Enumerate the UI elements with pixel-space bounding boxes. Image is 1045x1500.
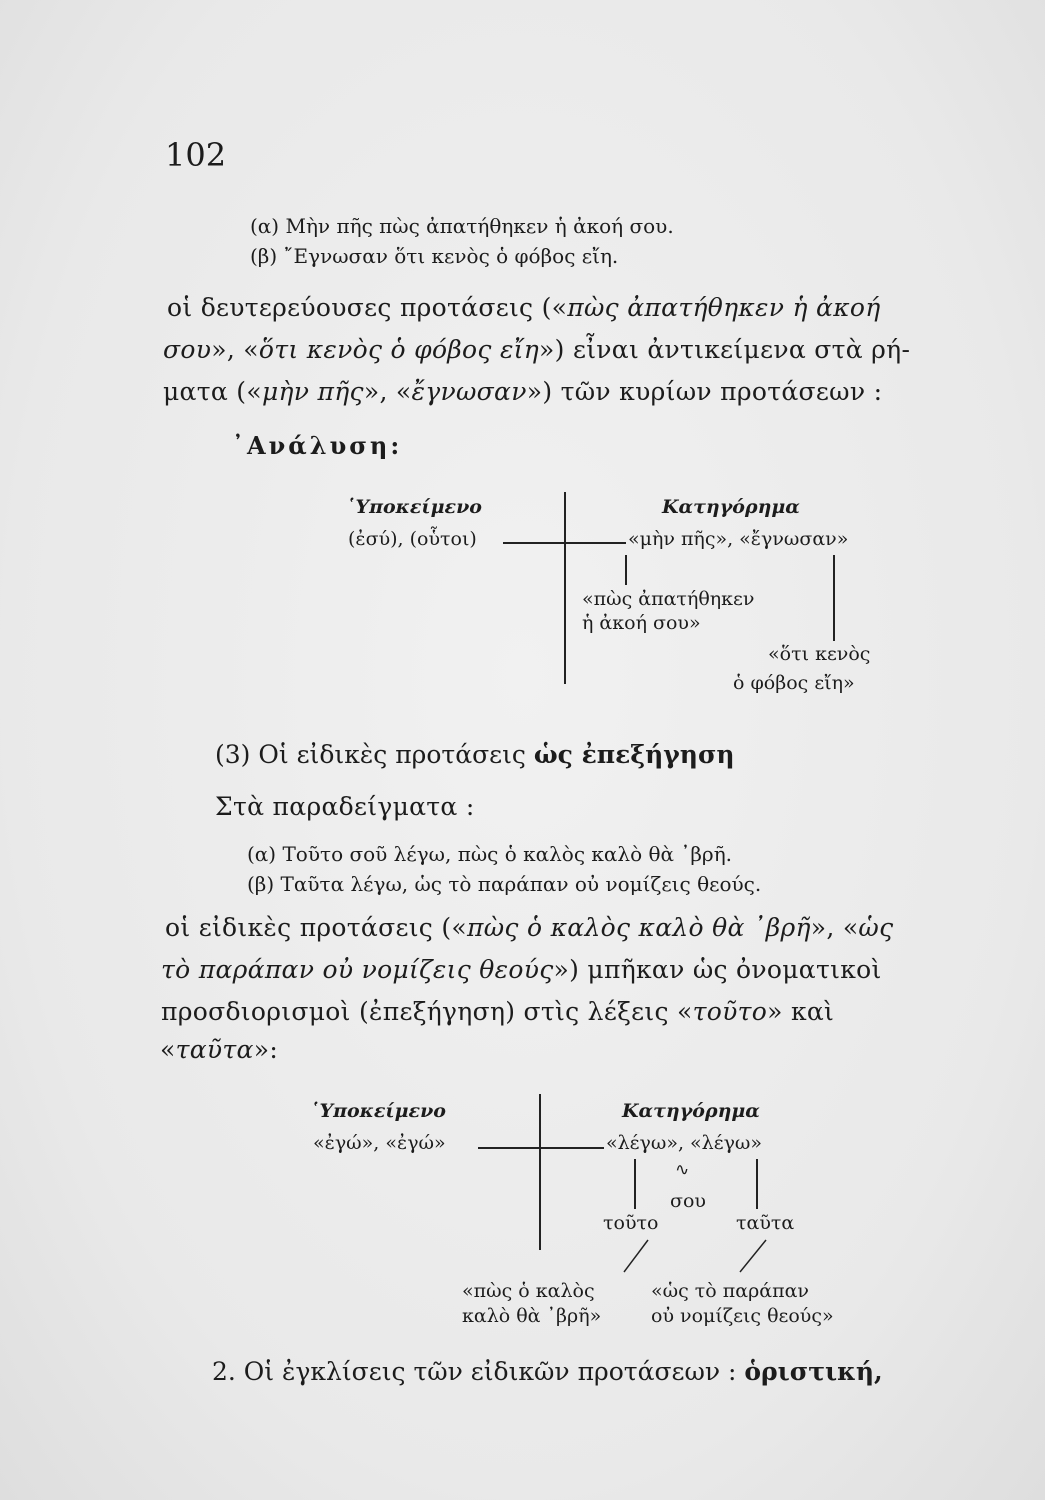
paragraph-2-line-1: οἱ εἰδικὲς προτάσεις («πὼς ὁ καλὸς καλὸ θὰ ᾿βρῆ», «ὡς: [165, 913, 894, 942]
page-number: 102: [165, 136, 227, 174]
section-2-heading: 2. Οἱ ἐγκλίσεις τῶν εἰδικῶν προτάσεων : ὁριστική,: [212, 1357, 883, 1386]
paragraph-2-line-2: τὸ παράπαν οὐ νομίζεις θεούς») μπῆκαν ὡς ὀνοματικοὶ: [161, 955, 882, 984]
diagram-2-explanation-2-line-2: οὐ νομίζεις θεούς»: [651, 1305, 834, 1327]
examples-intro: Στὰ παραδείγματα :: [215, 792, 475, 821]
diagram-2-slant-2: [740, 1240, 766, 1272]
paragraph-2-line-4: «ταῦτα»:: [160, 1035, 279, 1064]
diagram-1-predicate-heading: Κατηγόρημα: [662, 496, 800, 518]
diagram-2-slant-1: [624, 1240, 648, 1272]
diagram-1-subject-heading: ῾Υποκείμενο: [346, 496, 482, 518]
diagram-2-connector-touto: [634, 1159, 636, 1209]
diagram-1-base-line: [503, 542, 626, 544]
diagram-2-subject-heading: ῾Υποκείμενο: [310, 1100, 446, 1122]
diagram-2-sou: σου: [670, 1190, 706, 1212]
diagram-2-slant-connectors: [590, 1236, 780, 1276]
diagram-1-object-2-line-1: «ὅτι κενὸς: [768, 643, 871, 665]
diagram-2-explanation-2-line-1: «ὡς τὸ παράπαν: [651, 1280, 809, 1302]
diagram-2-explanation-1-line-1: «πὼς ὁ καλὸς: [462, 1280, 595, 1302]
diagram-1-object-1-line-2: ἡ ἀκοή σου»: [582, 612, 701, 634]
diagram-1-object-1-line-1: «πὼς ἀπατήθηκεν: [582, 588, 755, 610]
example-2-b: (β) Ταῦτα λέγω, ὡς τὸ παράπαν οὐ νομίζεις θεούς.: [247, 872, 762, 896]
diagram-2-base-line: [478, 1147, 604, 1149]
diagram-2-subject: «ἐγώ», «ἐγώ»: [313, 1132, 446, 1154]
diagram-2-predicate: «λέγω», «λέγω»: [606, 1132, 763, 1154]
example-1-b: (β) ῎Εγνωσαν ὅτι κενὸς ὁ φόβος εἴη.: [250, 244, 619, 268]
analysis-heading: ᾿Ανάλυση:: [232, 431, 403, 460]
diagram-1-predicate: «μὴν πῆς», «ἔγνωσαν»: [628, 528, 849, 550]
paragraph-2-line-3: προσδιορισμοὶ (ἐπεξήγηση) στὶς λέξεις «τοῦτο» καὶ: [161, 997, 835, 1026]
diagram-1-object-2-line-2: ὁ φόβος εἴη»: [733, 672, 855, 694]
diagram-2-connector-tauta: [756, 1159, 758, 1209]
example-2-a: (α) Τοῦτο σοῦ λέγω, πὼς ὁ καλὸς καλὸ θὰ ᾿βρῆ.: [247, 842, 733, 866]
diagram-1-connector-1: [625, 555, 627, 585]
example-1-a: (α) Μὴν πῆς πὼς ἀπατήθηκεν ἡ ἀκοή σου.: [250, 214, 674, 238]
diagram-2-wavy-mark: ∿: [675, 1160, 690, 1180]
section-3-heading: (3) Οἱ εἰδικὲς προτάσεις ὡς ἐπεξήγηση: [215, 740, 735, 769]
diagram-1-connector-2: [833, 555, 835, 641]
paragraph-1-line-2: σου», «ὅτι κενὸς ὁ φόβος εἴη») εἶναι ἀντικείμενα στὰ ρή-: [163, 335, 911, 364]
diagram-2-tauta: ταῦτα: [736, 1212, 795, 1234]
diagram-2-predicate-heading: Κατηγόρημα: [622, 1100, 760, 1122]
paragraph-1-line-3: ματα («μὴν πῆς», «ἔγνωσαν») τῶν κυρίων προτάσεων :: [163, 377, 883, 406]
paragraph-1-line-1: οἱ δευτερεύουσες προτάσεις («πὼς ἀπατήθηκεν ἡ ἀκοή: [167, 293, 881, 322]
diagram-1-subject: (ἐσύ), (οὗτοι): [348, 528, 477, 550]
diagram-2-touto: τοῦτο: [603, 1212, 659, 1234]
diagram-2-explanation-1-line-2: καλὸ θὰ ᾿βρῆ»: [462, 1305, 602, 1327]
diagram-1-divider: [564, 492, 566, 684]
diagram-2-divider: [539, 1094, 541, 1250]
